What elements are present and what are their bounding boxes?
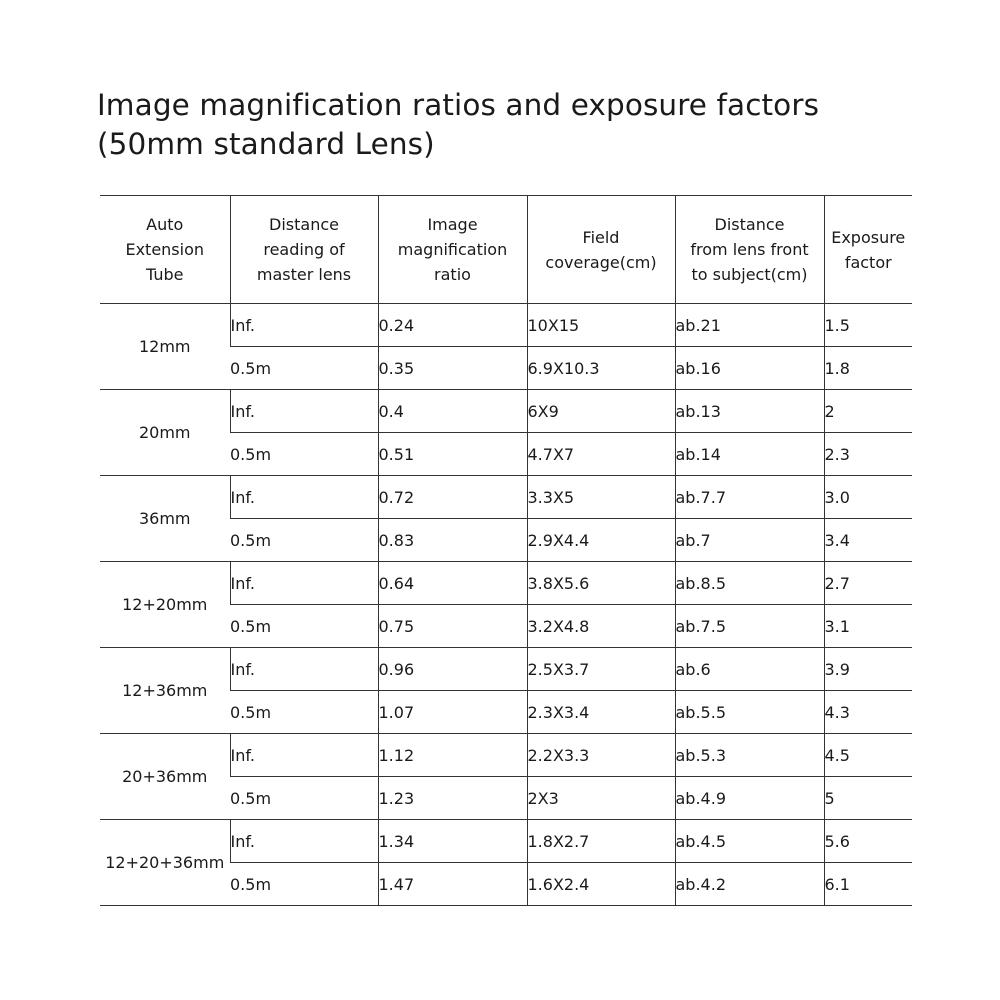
subject-distance-cell: ab.16	[675, 347, 824, 390]
exposure-cell: 3.4	[824, 519, 912, 562]
field-cell: 6X9	[527, 390, 675, 433]
subject-distance-cell: ab.5.5	[675, 691, 824, 734]
distance-cell: 0.5m	[230, 519, 378, 562]
tube-cell: 36mm	[100, 476, 230, 562]
field-cell: 2.3X3.4	[527, 691, 675, 734]
distance-cell: Inf.	[230, 734, 378, 777]
ratio-cell: 0.96	[378, 648, 527, 691]
header-field-coverage	[527, 196, 675, 304]
field-cell: 1.8X2.7	[527, 820, 675, 863]
ratio-cell: 0.4	[378, 390, 527, 433]
exposure-cell: 2.3	[824, 433, 912, 476]
table-row	[100, 648, 912, 691]
exposure-cell: 4.3	[824, 691, 912, 734]
table-row	[100, 562, 912, 605]
header-exposure-factor	[824, 196, 912, 304]
header-text: coverage(cm)	[545, 252, 657, 272]
field-cell: 2.9X4.4	[527, 519, 675, 562]
subject-distance-cell: ab.4.5	[675, 820, 824, 863]
header-text: Exposure	[831, 227, 906, 247]
exposure-cell: 6.1	[824, 863, 912, 906]
ratio-cell: 0.51	[378, 433, 527, 476]
header-text: to subject(cm)	[691, 265, 808, 284]
header-text: from lens front	[690, 240, 809, 259]
header-text: master lens	[256, 265, 352, 284]
header-text: Field	[582, 227, 620, 247]
ratio-cell: 1.23	[378, 777, 527, 820]
header-distance-to-subject	[675, 196, 824, 304]
page-title	[97, 86, 957, 164]
field-cell: 6.9X10.3	[527, 347, 675, 390]
subject-distance-cell: ab.13	[675, 390, 824, 433]
table-row	[100, 390, 912, 433]
exposure-cell: 1.5	[824, 304, 912, 347]
subject-distance-cell: ab.7	[675, 519, 824, 562]
ratio-cell: 0.75	[378, 605, 527, 648]
header-magnification-ratio	[378, 196, 527, 304]
ratio-cell: 0.64	[378, 562, 527, 605]
header-text: reading of	[263, 240, 345, 259]
ratio-cell: 1.47	[378, 863, 527, 906]
table-row	[100, 734, 912, 777]
exposure-cell: 5.6	[824, 820, 912, 863]
subject-distance-cell: ab.14	[675, 433, 824, 476]
header-text: Auto	[146, 215, 184, 234]
distance-cell: 0.5m	[230, 605, 378, 648]
header-text: Extension	[125, 240, 205, 259]
header-text: Distance	[269, 215, 339, 234]
header-distance-reading	[230, 196, 378, 304]
header-text: Tube	[146, 265, 184, 284]
distance-cell: 0.5m	[230, 863, 378, 906]
magnification-table	[100, 195, 912, 906]
subject-distance-cell: ab.7.7	[675, 476, 824, 519]
distance-cell: 0.5m	[230, 691, 378, 734]
subject-distance-cell: ab.5.3	[675, 734, 824, 777]
distance-cell: Inf.	[230, 304, 378, 347]
header-text: factor	[844, 252, 892, 272]
field-cell: 3.3X5	[527, 476, 675, 519]
exposure-cell: 3.9	[824, 648, 912, 691]
subject-distance-cell: ab.7.5	[675, 605, 824, 648]
exposure-cell: 2	[824, 390, 912, 433]
tube-cell: 20mm	[100, 390, 230, 476]
field-cell: 1.6X2.4	[527, 863, 675, 906]
field-cell: 2.2X3.3	[527, 734, 675, 777]
tube-cell: 20+36mm	[100, 734, 230, 820]
subject-distance-cell: ab.4.2	[675, 863, 824, 906]
exposure-cell: 5	[824, 777, 912, 820]
exposure-cell: 3.0	[824, 476, 912, 519]
distance-cell: 0.5m	[230, 777, 378, 820]
header-auto-extension-tube	[100, 196, 230, 304]
field-cell: 3.8X5.6	[527, 562, 675, 605]
tube-cell: 12+20mm	[100, 562, 230, 648]
distance-cell: Inf.	[230, 820, 378, 863]
ratio-cell: 1.12	[378, 734, 527, 777]
ratio-cell: 1.34	[378, 820, 527, 863]
subject-distance-cell: ab.8.5	[675, 562, 824, 605]
distance-cell: Inf.	[230, 648, 378, 691]
ratio-cell: 1.07	[378, 691, 527, 734]
exposure-cell: 2.7	[824, 562, 912, 605]
ratio-cell: 0.72	[378, 476, 527, 519]
tube-cell: 12+36mm	[100, 648, 230, 734]
field-cell: 2X3	[527, 777, 675, 820]
subject-distance-cell: ab.21	[675, 304, 824, 347]
table-row	[100, 476, 912, 519]
field-cell: 2.5X3.7	[527, 648, 675, 691]
distance-cell: 0.5m	[230, 433, 378, 476]
ratio-cell: 0.35	[378, 347, 527, 390]
distance-cell: Inf.	[230, 390, 378, 433]
header-text: ratio	[434, 265, 471, 284]
field-cell: 4.7X7	[527, 433, 675, 476]
title-line-1: Image magnification ratios and exposure factors	[97, 88, 820, 122]
header-text: Image	[427, 215, 478, 234]
exposure-cell: 1.8	[824, 347, 912, 390]
table-row	[100, 304, 912, 347]
field-cell: 10X15	[527, 304, 675, 347]
exposure-cell: 3.1	[824, 605, 912, 648]
distance-cell: Inf.	[230, 562, 378, 605]
subject-distance-cell: ab.6	[675, 648, 824, 691]
exposure-cell: 4.5	[824, 734, 912, 777]
tube-cell: 12mm	[100, 304, 230, 390]
tube-cell: 12+20+36mm	[100, 820, 230, 906]
table-row	[100, 820, 912, 863]
field-cell: 3.2X4.8	[527, 605, 675, 648]
ratio-cell: 0.24	[378, 304, 527, 347]
ratio-cell: 0.83	[378, 519, 527, 562]
header-text: magnification	[397, 240, 508, 259]
header-text: Distance	[714, 215, 785, 234]
distance-cell: Inf.	[230, 476, 378, 519]
distance-cell: 0.5m	[230, 347, 378, 390]
table-header-row	[100, 196, 912, 304]
title-line-2: (50mm standard Lens)	[97, 127, 435, 161]
subject-distance-cell: ab.4.9	[675, 777, 824, 820]
